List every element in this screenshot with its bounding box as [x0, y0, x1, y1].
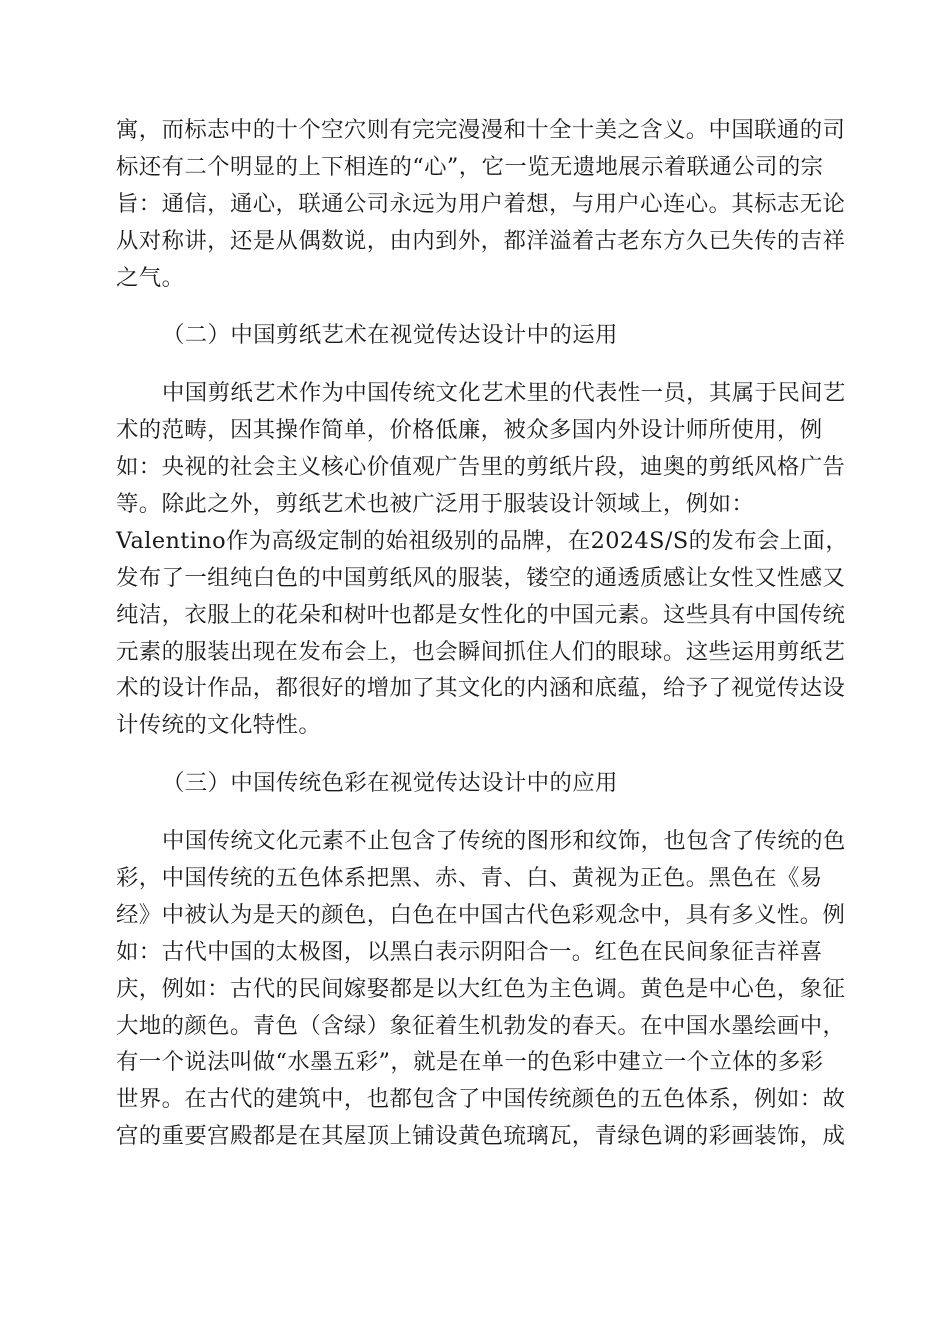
- paragraph-spacer: [116, 296, 832, 317]
- text-line: 纯洁，衣服上的花朵和树叶也都是女性化的中国元素。这些具有中国传统: [116, 601, 846, 628]
- body-paragraph: [116, 112, 846, 296]
- paragraph-spacer: [116, 744, 832, 765]
- section-heading: [116, 317, 832, 354]
- text-line: 术的设计作品，都很好的增加了其文化的内涵和底蕴，给予了视觉传达设: [116, 675, 846, 702]
- text-line: 发布了一组纯白色的中国剪纸风的服装，镂空的通透质感让女性又性感又: [116, 564, 846, 591]
- text-line: 如：央视的社会主义核心价值观广告里的剪纸片段，迪奥的剪纸风格广告: [116, 454, 846, 481]
- text-line: 之气。: [116, 264, 185, 291]
- text-line: 有一个说法叫做“水墨五彩”，就是在单一的色彩中建立一个立体的多彩: [116, 1049, 824, 1076]
- text-line: 标还有二个明显的上下相连的“心”，它一览无遗地展示着联通公司的宗: [116, 153, 824, 180]
- text-line: 庆，例如：古代的民间嫁娶都是以大红色为主色调。黄色是中心色，象征: [116, 975, 846, 1002]
- text-line: 彩，中国传统的五色体系把黑、赤、青、白、黄视为正色。黑色在《易: [116, 865, 823, 892]
- text-line: 旨：通信，通心，联通公司永远为用户着想，与用户心连心。其标志无论: [116, 190, 846, 217]
- text-line: 等。除此之外，剪纸艺术也被广泛用于服装设计领域上，例如：: [116, 491, 755, 518]
- section-heading: [116, 765, 832, 802]
- paragraph-spacer: [116, 802, 832, 823]
- text-line: 如：古代中国的太极图，以黑白表示阴阳合一。红色在民间象征吉祥喜: [116, 938, 823, 965]
- paragraph-spacer: [116, 354, 832, 375]
- text-line: 寓，而标志中的十个空穴则有完完漫漫和十全十美之含义。中国联通的司: [116, 117, 846, 143]
- heading-text: （三）中国传统色彩在视觉传达设计中的应用: [162, 770, 618, 797]
- text-line: 世界。在古代的建筑中，也都包含了中国传统颜色的五色体系，例如：故: [116, 1086, 846, 1113]
- body-paragraph: [116, 375, 849, 744]
- heading-text: （二）中国剪纸艺术在视觉传达设计中的运用: [162, 322, 618, 349]
- text-line: Valentino作为高级定制的始祖级别的品牌，在2024S/S的发布会上面，: [116, 527, 849, 554]
- text-line: 中国传统文化元素不止包含了传统的图形和纹饰，也包含了传统的色: [162, 828, 846, 855]
- text-line: 中国剪纸艺术作为中国传统文化艺术里的代表性一员，其属于民间艺: [162, 380, 846, 407]
- text-line: 术的范畴，因其操作简单，价格低廉，被众多国内外设计师所使用，例: [116, 417, 823, 444]
- text-line: 元素的服装出现在发布会上，也会瞬间抓住人们的眼球。这些运用剪纸艺: [116, 638, 846, 665]
- body-paragraph: [116, 823, 846, 1155]
- text-line: 大地的颜色。青色（含绿）象征着生机勃发的春天。在中国水墨绘画中，: [116, 1012, 846, 1039]
- text-line: 经》中被认为是天的颜色，白色在中国古代色彩观念中，具有多义性。例: [116, 901, 846, 928]
- text-line: 从对称讲，还是从偶数说，由内到外，都洋溢着古老东方久已失传的吉祥: [116, 227, 846, 254]
- text-line: 计传统的文化特性。: [116, 712, 322, 739]
- text-line: 宫的重要宫殿都是在其屋顶上铺设黄色琉璃瓦，青绿色调的彩画装饰，成: [116, 1123, 846, 1150]
- document-page: [116, 112, 849, 1155]
